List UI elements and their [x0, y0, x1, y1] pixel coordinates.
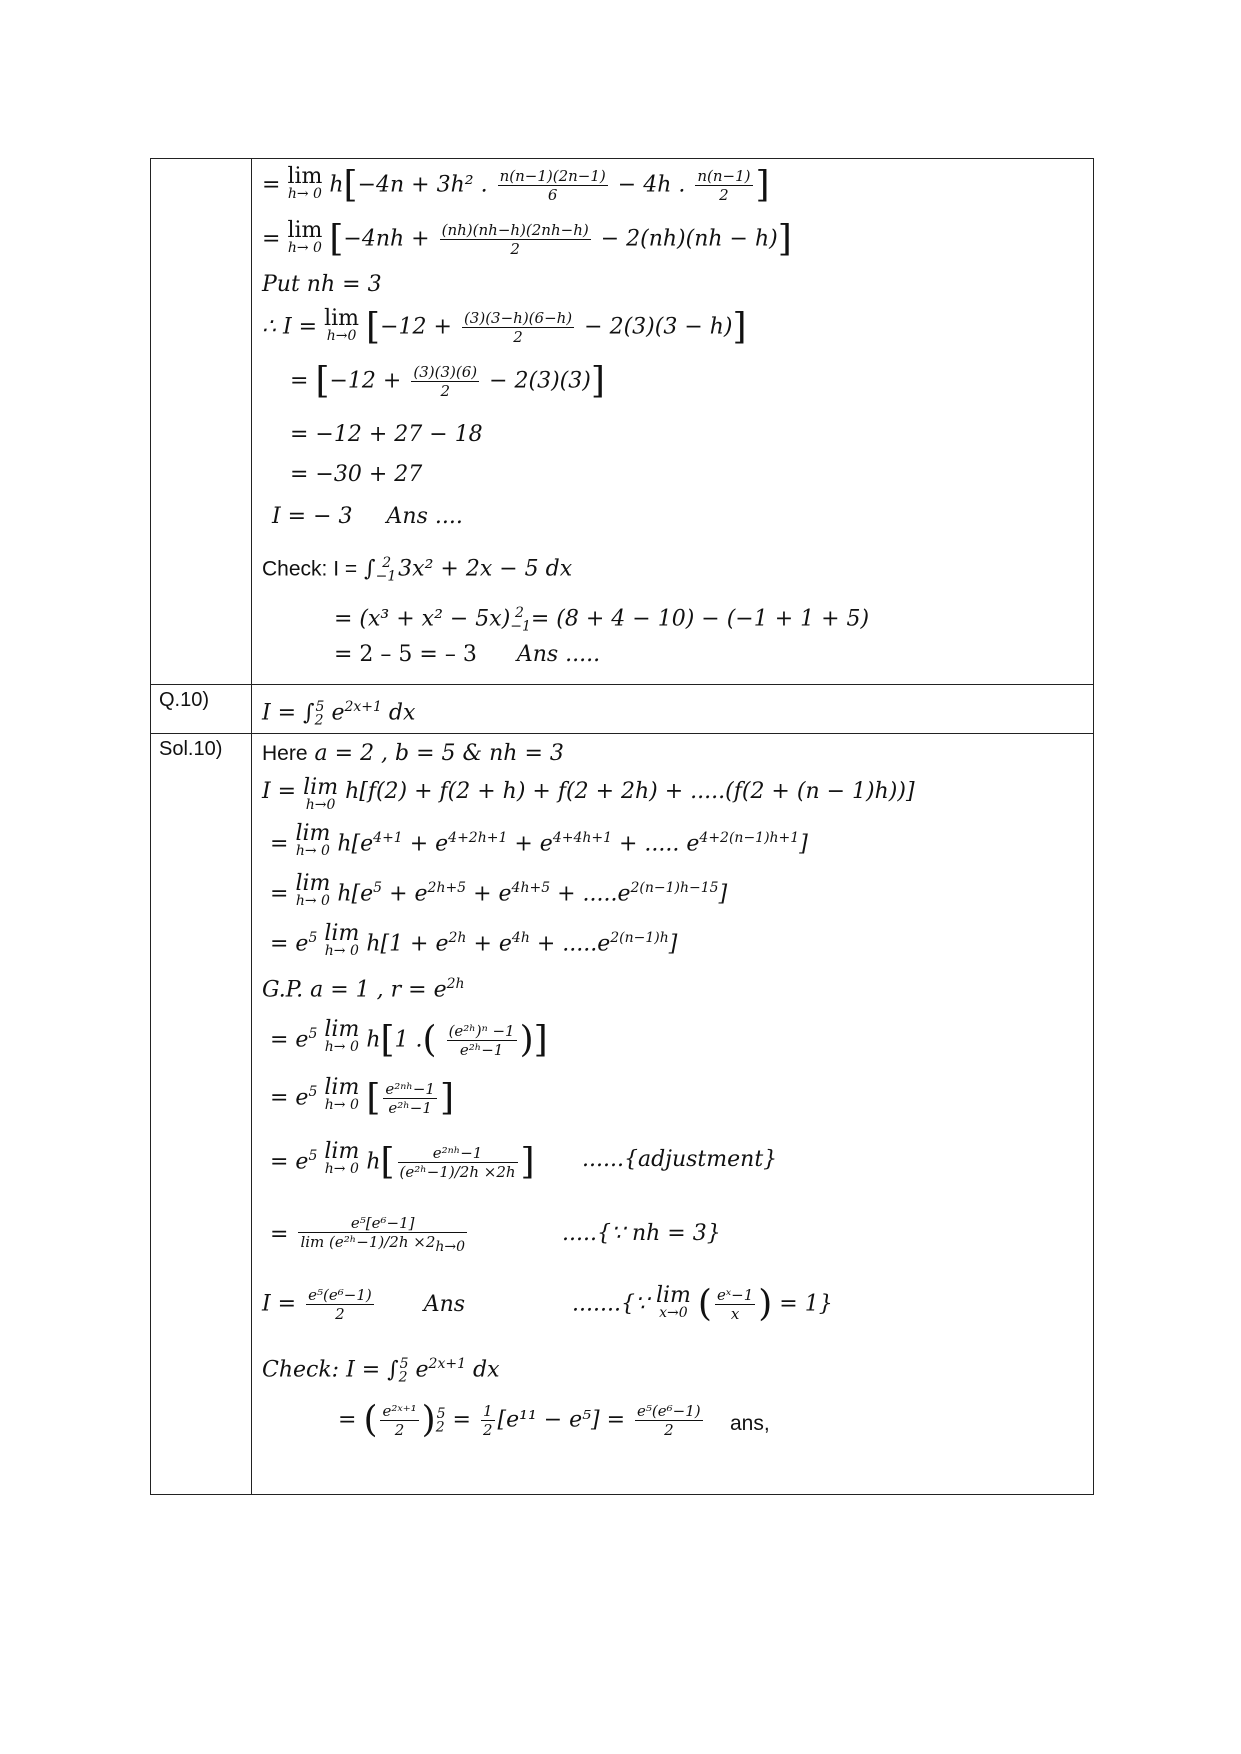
- eq-line-8: I = − 3 Ans ....: [272, 504, 463, 529]
- sol-line-10: = $\frac{\text{e⁵[e⁶−1]}}{\lim (e^2ʰ-1)/2h \times 2_{h\to 0}}$: [270, 1214, 466, 1255]
- sol-line-result: I = $\frac{\text{e⁵(e⁶−1)}}{2}$ Ans: [262, 1286, 466, 1323]
- eq-line-6: = −12 + 27 − 18: [290, 422, 483, 447]
- continuation-body: [252, 159, 1094, 685]
- eq-line-7: = −30 + 27: [290, 462, 423, 487]
- check-line-3: = 2 – 5 = – 3 Ans .....: [334, 642, 601, 667]
- sol-line-9: = $e^5$ lim h→ 0 h[ $\frac{\text{e²ⁿʰ−1}}{\text{(e²ʰ−1)/2h ×2h}}$ ]: [270, 1139, 535, 1183]
- row-continuation: [151, 159, 1094, 685]
- row-question-10: [151, 685, 1094, 734]
- question-label: Q.10): [151, 685, 252, 734]
- sol-line-4: = lim h→ 0 $h[e^5 + e^{2h+5} + e^{4h+5} + .....e^{2(n-1)h-15}]$: [270, 871, 728, 909]
- sol-check-2: = ( $\frac{\text{e²ˣ⁺¹}}{2}$ )$_2^5$ = $\frac{1}{2}$ [e¹¹ − e⁵] = $\frac{\text{e⁵(e⁶−1)}}{2}$: [338, 1399, 701, 1441]
- question-body: [252, 685, 1094, 734]
- sol-line-8: = $e^5$ lim h→ 0 [ $\frac{\text{e²ⁿʰ−1}}{\text{e²ʰ−1}}$ ]: [270, 1075, 454, 1119]
- question-integral: $I = \int_2^5$ $e^{2x+1}$ dx: [262, 699, 416, 729]
- sol-line-1: Here a = 2 , b = 5 & nh = 3: [262, 741, 564, 766]
- adjustment-note: ......{adjustment}: [582, 1147, 778, 1172]
- nh-note: .....{∵ nh = 3}: [562, 1221, 721, 1246]
- solution-label: Sol.10): [151, 734, 252, 1495]
- solution-body: [252, 734, 1094, 1495]
- sol-line-7: = $e^5$ lim h→ 0 h[1 .( $\frac{\text{(e²ʰ)ⁿ −1}}{\text{e²ʰ−1}}$ )]: [270, 1017, 548, 1061]
- solution-sheet: [150, 158, 1094, 1495]
- row-solution-10: [151, 734, 1094, 1495]
- final-ans: ans,: [730, 1412, 770, 1435]
- check-line-2: = $(x^3 + x^2 - 5x)_{-1}^2 = (8 + 4 - 10) - (-1 + 1 + 5)$: [334, 605, 870, 635]
- sol-check-1: Check: $I = \int_2^5$ $e^{2x+1}$ dx: [262, 1356, 500, 1386]
- check-line-1: Check: $I = \int_{-1}^2$ 3x² + 2x − 5 dx: [262, 555, 573, 585]
- eq-line-1: = lim h→ 0 h[−4n + 3h² . $\frac{n(n-1)(2n-1)}{6}$ − 4h . $\frac{n(n-1)}{2}$ ]: [262, 164, 770, 206]
- sol-line-gp: G.P. a = 1 , $r = e^{2h}$: [262, 976, 465, 1003]
- sol-line-2: I = lim h→0 h[f(2) + f(2 + h) + f(2 + 2h) + .....(f(2 + (n − 1)h))]: [262, 775, 915, 813]
- solution-table: [150, 158, 1094, 1495]
- eq-line-3: Put nh = 3: [262, 272, 382, 297]
- eq-line-5: = [−12 + $\frac{(3)(3)(6)}{2}$ − 2(3)(3)]: [290, 360, 605, 402]
- sol-line-5: = $e^5$ lim h→ 0 $h[1 + e^{2h} + e^{4h} + .....e^{2(n-1)h}]$: [270, 921, 678, 959]
- sol-line-3: = lim h→ 0 $h[e^{4+1} + e^{4+2h+1} + e^{4+4h+1}$ + ..... $e^{4+2(n-1)h+1}$]: [270, 821, 808, 859]
- eq-line-4: ∴ I = lim h→0 [−12 + $\frac{(3)(3-h)(6-h)}{2}$ − 2(3)(3 − h)]: [262, 306, 747, 348]
- limit-identity-note: .......{∵ lim x→0 ( $\frac{\text{eˣ−1}}{x}$ ) = 1}: [572, 1283, 833, 1325]
- label-cell-empty: [151, 159, 252, 685]
- eq-line-2: = lim h→ 0 [−4nh + $\frac{(nh)(nh-h)(2nh-h)}{2}$ − 2(nh)(nh − h)]: [262, 218, 792, 260]
